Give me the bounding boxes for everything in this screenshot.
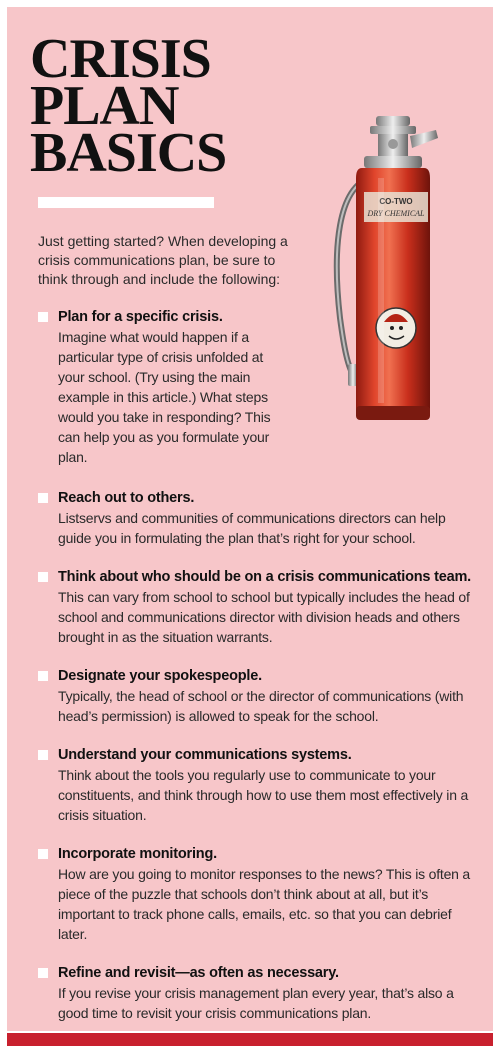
page-title (30, 28, 227, 184)
bullet-square-icon (38, 750, 48, 760)
title-underline-bar (38, 197, 214, 208)
tips-list (38, 308, 478, 1023)
list-item (38, 489, 478, 548)
list-item (38, 845, 478, 944)
intro-text: Just getting started? When developing a crisis communications plan, be sure to think through and include the following: (38, 233, 288, 287)
list-item (38, 746, 478, 825)
item-body: Listservs and communities of communications directors can help guide you in formulating the plan that’s right for your school. (58, 510, 446, 546)
item-body: Typically, the head of school or the director of communications (with head’s permission) is allowed to speak for the school. (58, 688, 464, 724)
item-heading: Incorporate monitoring. (58, 846, 217, 862)
item-heading: Think about who should be on a crisis communications team. (58, 569, 471, 585)
item-body: This can vary from school to school but typically includes the head of school and communications director with division heads and others brought in as the situation warrants. (58, 589, 470, 645)
bullet-square-icon (38, 312, 48, 322)
list-item (38, 568, 478, 647)
bullet-square-icon (38, 968, 48, 978)
item-heading: Understand your communications systems. (58, 747, 352, 763)
title-line: PLAN (30, 75, 179, 137)
title-line: CRISIS (30, 28, 211, 90)
item-body: Think about the tools you regularly use to communicate to your constituents, and think through how to use them most effectively in a crisis situation. (58, 767, 469, 823)
bullet-square-icon (38, 572, 48, 582)
bullet-square-icon (38, 493, 48, 503)
extinguisher-label: CO-TWO (379, 197, 413, 206)
bottom-accent-rule (7, 1033, 493, 1046)
list-item (38, 964, 478, 1023)
list-item (38, 308, 290, 467)
title-line: BASICS (30, 122, 227, 184)
item-heading: Refine and revisit—as often as necessary. (58, 965, 339, 981)
bullet-square-icon (38, 849, 48, 859)
item-heading: Plan for a specific crisis. (58, 309, 223, 325)
list-item (38, 667, 478, 726)
item-heading: Reach out to others. (58, 490, 195, 506)
extinguisher-label: DRY CHEMICAL (367, 209, 425, 218)
item-heading: Designate your spokespeople. (58, 668, 262, 684)
item-body: Imagine what would happen if a particular type of crisis unfolded at your school. (Try using the main example in this article.) What steps would you take in responding? This can help you as you formulate your plan. (58, 329, 271, 465)
bullet-square-icon (38, 671, 48, 681)
item-body: How are you going to monitor responses to the news? This is often a piece of the puzzle that schools don’t think about at all, but it’s important to track phone calls, emails, etc. so that you can debrief later. (58, 866, 471, 942)
item-body: If you revise your crisis management plan every year, that’s also a good time to revisit your crisis communications plan. (58, 985, 454, 1021)
